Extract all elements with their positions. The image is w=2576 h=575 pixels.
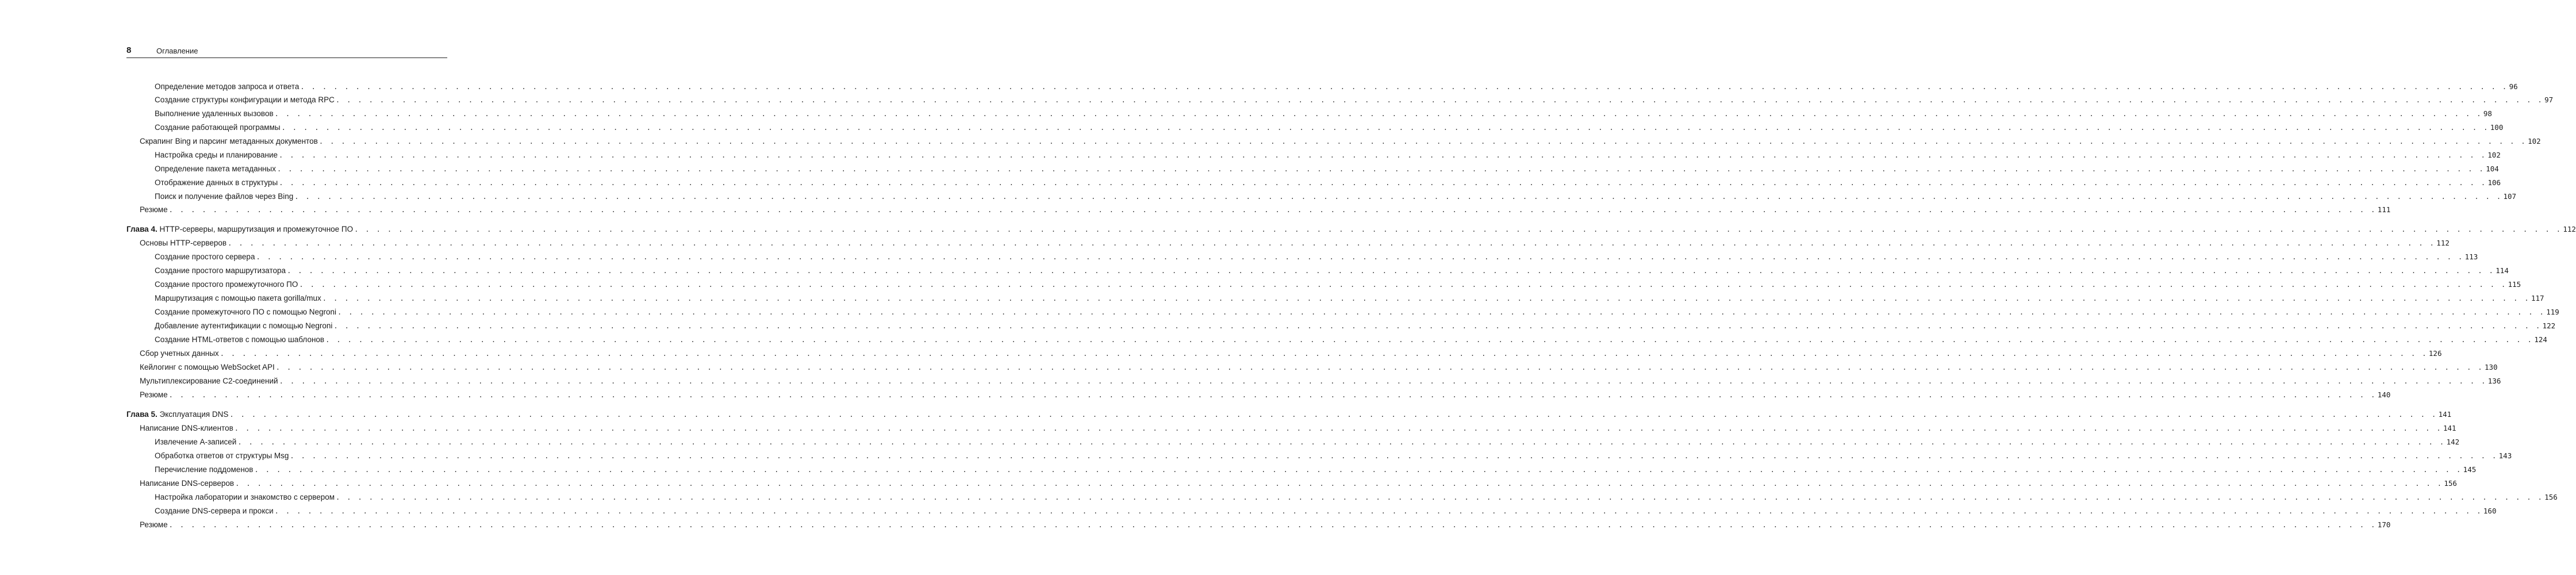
entry-text: Мультиплексирование C2-соединений (140, 377, 278, 385)
entry-text: Обработка ответов от структуры Msg (155, 451, 289, 460)
toc-entry (155, 177, 2501, 189)
toc-entry (140, 423, 2456, 434)
toc-entry-title (140, 237, 226, 249)
entry-text: Настройка лаборатории и знакомство с сервером (155, 493, 335, 501)
entry-text: Поиск и получение файлов через Bing (155, 192, 294, 201)
toc-entry (140, 204, 2391, 216)
entry-text: Сбор учетных данных (140, 349, 219, 358)
toc-entry-title (155, 150, 278, 161)
dot-leader: . . . . . . . . . . . . . . . . . . . . . . . . . . . . . . . . . . . . . . . . . . . . . . . . . . . . . . . . . . . . . . . . . . . . . . . . . . . . . . . . . . . . . . . . . . . . . . . . . . . . . . . . . . . . . . . . . . . . . . . . . . . . . . . . . . . . . . . . . . . . . . . . . . . . . . . . . . . . . . . . . . . . . . . . . . . . . . . . . . . . . . . . . . . . . . . . . . . . . . . . (229, 411, 2437, 419)
page-reference: 96 (2509, 82, 2518, 91)
entry-text: Эксплуатация DNS (159, 410, 229, 419)
dot-leader: . . . . . . . . . . . . . . . . . . . . . . . . . . . . . . . . . . . . . . . . . . . . . . . . . . . . . . . . . . . . . . . . . . . . . . . . . . . . . . . . . . . . . . . . . . . . . . . . . . . . . . . . . . . . . . . . . . . . . . . . . . . . . . . . . . . . . . . . . . . . . . . . . . . . . . . . . . . . . . . . . . . . . . . . . . . . . . . . . . . . . . . . . . . . . . . . . . . . . . . . (300, 83, 2508, 91)
toc-entry-title (155, 436, 236, 448)
toc-chapter-entry (126, 409, 2452, 420)
toc-entry (155, 450, 2512, 462)
entry-text: Добавление аутентификации с помощью Negroni (155, 321, 333, 330)
toc-entry (140, 478, 2457, 489)
page-reference: 136 (2487, 377, 2501, 385)
entry-text: Резюме (140, 205, 168, 214)
dot-leader: . . . . . . . . . . . . . . . . . . . . . . . . . . . . . . . . . . . . . . . . . . . . . . . . . . . . . . . . . . . . . . . . . . . . . . . . . . . . . . . . . . . . . . . . . . . . . . . . . . . . . . . . . . . . . . . . . . . . . . . . . . . . . . . . . . . . . . . . . . . . . . . . . . . . . . . . . . . . . . . . . . . . . . . . . . . . . . . . . . . . . . . . . . . . . . . . . . . . . . . . (335, 96, 2544, 104)
toc-entry-title (155, 177, 278, 189)
dot-leader: . . . . . . . . . . . . . . . . . . . . . . . . . . . . . . . . . . . . . . . . . . . . . . . . . . . . . . . . . . . . . . . . . . . . . . . . . . . . . . . . . . . . . . . . . . . . . . . . . . . . . . . . . . . . . . . . . . . . . . . . . . . . . . . . . . . . . . . . . . . . . . . . . . . . . . . . . . . . . . . . . . . . . . . . . . . . . . . . . . . . . . . . . . . . . . . . . . . . . . . . (274, 110, 2482, 118)
toc-entry (140, 519, 2391, 531)
toc-entry (155, 108, 2492, 120)
toc-entry-title (155, 334, 324, 346)
page-reference: 124 (2534, 335, 2547, 344)
page-reference: 141 (2443, 424, 2456, 432)
dot-leader: . . . . . . . . . . . . . . . . . . . . . . . . . . . . . . . . . . . . . . . . . . . . . . . . . . . . . . . . . . . . . . . . . . . . . . . . . . . . . . . . . . . . . . . . . . . . . . . . . . . . . . . . . . . . . . . . . . . . . . . . . . . . . . . . . . . . . . . . . . . . . . . . . . . . . . . . . . . . . . . . . . . . . . . . . . . . . . . . . . . . . . . . . . . . . . . . . . . . . . . . (274, 507, 2482, 515)
toc-entry-title (155, 279, 298, 290)
entry-text: Настройка среды и планирование (155, 151, 278, 159)
toc-entry (155, 191, 2517, 202)
entry-text: Извлечение A-записей (155, 438, 237, 446)
entry-text: Создание DNS-сервера и прокси (155, 507, 274, 515)
dot-leader: . . . . . . . . . . . . . . . . . . . . . . . . . . . . . . . . . . . . . . . . . . . . . . . . . . . . . . . . . . . . . . . . . . . . . . . . . . . . . . . . . . . . . . . . . . . . . . . . . . . . . . . . . . . . . . . . . . . . . . . . . . . . . . . . . . . . . . . . . . . . . . . . . . . . . . . . . . . . . . . . . . . . . . . . . . . . . . . . . . . . . . . . . . . . . . . . . . . . . . . . (168, 391, 2377, 399)
dot-leader: . . . . . . . . . . . . . . . . . . . . . . . . . . . . . . . . . . . . . . . . . . . . . . . . . . . . . . . . . . . . . . . . . . . . . . . . . . . . . . . . . . . . . . . . . . . . . . . . . . . . . . . . . . . . . . . . . . . . . . . . . . . . . . . . . . . . . . . . . . . . . . . . . . . . . . . . . . . . . . . . . . . . . . . . . . . . . . . . . . . . . . . . . . . . . . . . . . . . . . . . (287, 267, 2495, 275)
entry-text: HTTP-серверы, маршрутизация и промежуточное ПО (159, 225, 354, 233)
toc-entry-title (140, 478, 234, 489)
page-reference: 100 (2490, 123, 2504, 132)
dot-leader: . . . . . . . . . . . . . . . . . . . . . . . . . . . . . . . . . . . . . . . . . . . . . . . . . . . . . . . . . . . . . . . . . . . . . . . . . . . . . . . . . . . . . . . . . . . . . . . . . . . . . . . . . . . . . . . . . . . . . . . . . . . . . . . . . . . . . . . . . . . . . . . . . . . . . . . . . . . . . . . . . . . . . . . . . . . . . . . . . . . . . . . . . . . . . . . . . . . . . . . . (228, 239, 2436, 247)
page-reference: 106 (2487, 178, 2501, 187)
entry-text: Основы HTTP-серверов (140, 239, 227, 247)
chapter-label: Глава 4. (126, 225, 158, 233)
page-reference: 113 (2464, 252, 2478, 261)
toc-entry (140, 375, 2501, 387)
toc-entry-title (126, 224, 353, 235)
dot-leader: . . . . . . . . . . . . . . . . . . . . . . . . . . . . . . . . . . . . . . . . . . . . . . . . . . . . . . . . . . . . . . . . . . . . . . . . . . . . . . . . . . . . . . . . . . . . . . . . . . . . . . . . . . . . . . . . . . . . . . . . . . . . . . . . . . . . . . . . . . . . . . . . . . . . . . . . . . . . . . . . . . . . . . . . . . . . . . . . . . . . . . . . . . . . . . . . . . . . . . . . (279, 179, 2487, 187)
toc-entry (140, 389, 2391, 401)
toc-entry-title (155, 265, 286, 277)
page-reference: 115 (2508, 280, 2521, 289)
toc-chapter-entry (126, 224, 2576, 235)
dot-leader: . . . . . . . . . . . . . . . . . . . . . . . . . . . . . . . . . . . . . . . . . . . . . . . . . . . . . . . . . . . . . . . . . . . . . . . . . . . . . . . . . . . . . . . . . . . . . . . . . . . . . . . . . . . . . . . . . . . . . . . . . . . . . . . . . . . . . . . . . . . . . . . . . . . . . . . . . . . . . . . . . . . . . . . . . . . . . . . . . . . . . . . . . . . . . . . . . . . . . . . . (279, 151, 2487, 159)
toc-entry-title (155, 293, 321, 304)
entry-text: Написание DNS-серверов (140, 479, 235, 488)
dot-leader: . . . . . . . . . . . . . . . . . . . . . . . . . . . . . . . . . . . . . . . . . . . . . . . . . . . . . . . . . . . . . . . . . . . . . . . . . . . . . . . . . . . . . . . . . . . . . . . . . . . . . . . . . . . . . . . . . . . . . . . . . . . . . . . . . . . . . . . . . . . . . . . . . . . . . . . . . . . . . . . . . . . . . . . . . . . . . . . . . . . . . . . . . . . . . . . . . . . . . . . . (337, 308, 2546, 316)
toc-entry (155, 94, 2554, 106)
toc-entry (155, 265, 2509, 277)
dot-leader: . . . . . . . . . . . . . . . . . . . . . . . . . . . . . . . . . . . . . . . . . . . . . . . . . . . . . . . . . . . . . . . . . . . . . . . . . . . . . . . . . . . . . . . . . . . . . . . . . . . . . . . . . . . . . . . . . . . . . . . . . . . . . . . . . . . . . . . . . . . . . . . . . . . . . . . . . . . . . . . . . . . . . . . . . . . . . . . . . . . . . . . . . . . . . . . . . . . . . . . . (277, 165, 2485, 173)
entry-text: Определение пакета метаданных (155, 164, 276, 173)
dot-leader: . . . . . . . . . . . . . . . . . . . . . . . . . . . . . . . . . . . . . . . . . . . . . . . . . . . . . . . . . . . . . . . . . . . . . . . . . . . . . . . . . . . . . . . . . . . . . . . . . . . . . . . . . . . . . . . . . . . . . . . . . . . . . . . . . . . . . . . . . . . . . . . . . . . . . . . . . . . . . . . . . . . . . . . . . . . . . . . . . . . . . . . . . . . . . . . . . . . . . . . . (279, 377, 2487, 385)
dot-leader: . . . . . . . . . . . . . . . . . . . . . . . . . . . . . . . . . . . . . . . . . . . . . . . . . . . . . . . . . . . . . . . . . . . . . . . . . . . . . . . . . . . . . . . . . . . . . . . . . . . . . . . . . . . . . . . . . . . . . . . . . . . . . . . . . . . . . . . . . . . . . . . . . . . . . . . . . . . . . . . . . . . . . . . . . . . . . . . . . . . . . . . . . . . . . . . . . . . . . . . . (234, 424, 2442, 432)
toc-entry-title (140, 389, 168, 401)
entry-text: Кейлогинг с помощью WebSocket API (140, 363, 275, 371)
page-reference: 130 (2484, 363, 2498, 371)
toc-entry-title (155, 492, 335, 503)
toc-entry (155, 464, 2477, 476)
dot-leader: . . . . . . . . . . . . . . . . . . . . . . . . . . . . . . . . . . . . . . . . . . . . . . . . . . . . . . . . . . . . . . . . . . . . . . . . . . . . . . . . . . . . . . . . . . . . . . . . . . . . . . . . . . . . . . . . . . . . . . . . . . . . . . . . . . . . . . . . . . . . . . . . . . . . . . . . . . . . . . . . . . . . . . . . . . . . . . . . . . . . . . . . . . . . . . . . . . . . . . . . (254, 466, 2462, 474)
page-reference: 111 (2377, 205, 2391, 214)
page-reference: 170 (2377, 520, 2391, 529)
dot-leader: . . . . . . . . . . . . . . . . . . . . . . . . . . . . . . . . . . . . . . . . . . . . . . . . . . . . . . . . . . . . . . . . . . . . . . . . . . . . . . . . . . . . . . . . . . . . . . . . . . . . . . . . . . . . . . . . . . . . . . . . . . . . . . . . . . . . . . . . . . . . . . . . . . . . . . . . . . . . . . . . . . . . . . . . . . . . . . . . . . . . . . . . . . . . . . . . . . . . . . . . (354, 225, 2562, 233)
toc-entry (155, 163, 2499, 175)
toc-entry (140, 348, 2442, 359)
page-reference: 112 (2563, 225, 2576, 233)
running-head-title: Оглавление (156, 47, 198, 55)
chapter-label: Глава 5. (126, 410, 158, 419)
toc-entry (140, 362, 2498, 373)
toc-entry-title (140, 375, 278, 387)
dot-leader: . . . . . . . . . . . . . . . . . . . . . . . . . . . . . . . . . . . . . . . . . . . . . . . . . . . . . . . . . . . . . . . . . . . . . . . . . . . . . . . . . . . . . . . . . . . . . . . . . . . . . . . . . . . . . . . . . . . . . . . . . . . . . . . . . . . . . . . . . . . . . . . . . . . . . . . . . . . . . . . . . . . . . . . . . . . . . . . . . . . . . . . . . . . . . . . . . . . . . . . . (322, 294, 2530, 302)
toc-entry-title (140, 204, 168, 216)
page-reference: 140 (2377, 390, 2391, 399)
page-reference: 102 (2487, 151, 2501, 159)
page-reference: 104 (2486, 164, 2499, 173)
page-reference: 142 (2446, 438, 2460, 446)
entry-text: Создание простого сервера (155, 252, 255, 261)
toc-entry-title (140, 423, 233, 434)
entry-text: Резюме (140, 390, 168, 399)
toc-entry-title (140, 519, 168, 531)
page-reference: 102 (2528, 137, 2541, 145)
page-reference: 122 (2542, 321, 2556, 330)
entry-text: Написание DNS-клиентов (140, 424, 233, 432)
toc-entry-title (155, 122, 281, 133)
dot-leader: . . . . . . . . . . . . . . . . . . . . . . . . . . . . . . . . . . . . . . . . . . . . . . . . . . . . . . . . . . . . . . . . . . . . . . . . . . . . . . . . . . . . . . . . . . . . . . . . . . . . . . . . . . . . . . . . . . . . . . . . . . . . . . . . . . . . . . . . . . . . . . . . . . . . . . . . . . . . . . . . . . . . . . . . . . . . . . . . . . . . . . . . . . . . . . . . . . . . . . . . (333, 322, 2542, 330)
dot-leader: . . . . . . . . . . . . . . . . . . . . . . . . . . . . . . . . . . . . . . . . . . . . . . . . . . . . . . . . . . . . . . . . . . . . . . . . . . . . . . . . . . . . . . . . . . . . . . . . . . . . . . . . . . . . . . . . . . . . . . . . . . . . . . . . . . . . . . . . . . . . . . . . . . . . . . . . . . . . . . . . . . . . . . . . . . . . . . . . . . . . . . . . . . . . . . . . . . . . . . . . (318, 137, 2527, 145)
toc-entry (155, 251, 2478, 263)
dot-leader: . . . . . . . . . . . . . . . . . . . . . . . . . . . . . . . . . . . . . . . . . . . . . . . . . . . . . . . . . . . . . . . . . . . . . . . . . . . . . . . . . . . . . . . . . . . . . . . . . . . . . . . . . . . . . . . . . . . . . . . . . . . . . . . . . . . . . . . . . . . . . . . . . . . . . . . . . . . . . . . . . . . . . . . . . . . . . . . . . . . . . . . . . . . . . . . . . . . . . . . . (168, 521, 2377, 529)
toc-entry-title (140, 348, 219, 359)
toc-entry-title (155, 320, 332, 332)
toc-entry-title (155, 191, 293, 202)
toc-entry-title (155, 94, 335, 106)
toc-entry (140, 136, 2541, 147)
entry-text: Создание промежуточного ПО с помощью Negroni (155, 308, 337, 316)
toc-entry-title (155, 163, 276, 175)
entry-text: Резюме (140, 520, 168, 529)
dot-leader: . . . . . . . . . . . . . . . . . . . . . . . . . . . . . . . . . . . . . . . . . . . . . . . . . . . . . . . . . . . . . . . . . . . . . . . . . . . . . . . . . . . . . . . . . . . . . . . . . . . . . . . . . . . . . . . . . . . . . . . . . . . . . . . . . . . . . . . . . . . . . . . . . . . . . . . . . . . . . . . . . . . . . . . . . . . . . . . . . . . . . . . . . . . . . . . . . . . . . . . . (256, 253, 2464, 261)
page-reference: 126 (2428, 349, 2442, 358)
entry-text: Перечисление поддоменов (155, 465, 254, 474)
dot-leader: . . . . . . . . . . . . . . . . . . . . . . . . . . . . . . . . . . . . . . . . . . . . . . . . . . . . . . . . . . . . . . . . . . . . . . . . . . . . . . . . . . . . . . . . . . . . . . . . . . . . . . . . . . . . . . . . . . . . . . . . . . . . . . . . . . . . . . . . . . . . . . . . . . . . . . . . . . . . . . . . . . . . . . . . . . . . . . . . . . . . . . . . . . . . . . . . . . . . . . . . (235, 480, 2443, 488)
toc-entry-title (155, 464, 253, 476)
toc-entry (155, 505, 2497, 517)
page-reference: 97 (2544, 95, 2554, 104)
dot-leader: . . . . . . . . . . . . . . . . . . . . . . . . . . . . . . . . . . . . . . . . . . . . . . . . . . . . . . . . . . . . . . . . . . . . . . . . . . . . . . . . . . . . . . . . . . . . . . . . . . . . . . . . . . . . . . . . . . . . . . . . . . . . . . . . . . . . . . . . . . . . . . . . . . . . . . . . . . . . . . . . . . . . . . . . . . . . . . . . . . . . . . . . . . . . . . . . . . . . . . . . (220, 350, 2428, 358)
toc-entry-title (155, 505, 274, 517)
entry-text: Выполнение удаленных вызовов (155, 109, 274, 118)
entry-text: Определение методов запроса и ответа (155, 82, 300, 91)
dot-leader: . . . . . . . . . . . . . . . . . . . . . . . . . . . . . . . . . . . . . . . . . . . . . . . . . . . . . . . . . . . . . . . . . . . . . . . . . . . . . . . . . . . . . . . . . . . . . . . . . . . . . . . . . . . . . . . . . . . . . . . . . . . . . . . . . . . . . . . . . . . . . . . . . . . . . . . . . . . . . . . . . . . . . . . . . . . . . . . . . . . . . . . . . . . . . . . . . . . . . . . . (168, 206, 2377, 214)
page-reference: 156 (2444, 479, 2457, 488)
toc-entry-title (126, 409, 228, 420)
entry-text: Скрапинг Bing и парсинг метаданных документов (140, 137, 318, 145)
entry-text: Создание структуры конфигурации и метода RPC (155, 95, 335, 104)
toc-entry (155, 293, 2544, 304)
page-reference: 112 (2436, 239, 2450, 247)
entry-text: Маршрутизация с помощью пакета gorilla/mux (155, 294, 321, 302)
toc-entry-title (155, 81, 299, 93)
entry-text: Создание HTML-ответов с помощью шаблонов (155, 335, 325, 344)
page-reference: 98 (2483, 109, 2492, 118)
entry-text: Создание простого маршрутизатора (155, 266, 286, 275)
page-reference: 141 (2438, 410, 2452, 419)
toc-entry-title (140, 362, 275, 373)
dot-leader: . . . . . . . . . . . . . . . . . . . . . . . . . . . . . . . . . . . . . . . . . . . . . . . . . . . . . . . . . . . . . . . . . . . . . . . . . . . . . . . . . . . . . . . . . . . . . . . . . . . . . . . . . . . . . . . . . . . . . . . . . . . . . . . . . . . . . . . . . . . . . . . . . . . . . . . . . . . . . . . . . . . . . . . . . . . . . . . . . . . . . . . . . . . . . . . . . . . . . . . . (336, 493, 2544, 501)
dot-leader: . . . . . . . . . . . . . . . . . . . . . . . . . . . . . . . . . . . . . . . . . . . . . . . . . . . . . . . . . . . . . . . . . . . . . . . . . . . . . . . . . . . . . . . . . . . . . . . . . . . . . . . . . . . . . . . . . . . . . . . . . . . . . . . . . . . . . . . . . . . . . . . . . . . . . . . . . . . . . . . . . . . . . . . . . . . . . . . . . . . . . . . . . . . . . . . . . . . . . . . . (275, 363, 2483, 371)
entry-text: Отображение данных в структуры (155, 178, 278, 187)
page-reference: 107 (2503, 192, 2517, 201)
toc-entry (155, 122, 2504, 133)
page-reference: 119 (2546, 308, 2559, 316)
dot-leader: . . . . . . . . . . . . . . . . . . . . . . . . . . . . . . . . . . . . . . . . . . . . . . . . . . . . . . . . . . . . . . . . . . . . . . . . . . . . . . . . . . . . . . . . . . . . . . . . . . . . . . . . . . . . . . . . . . . . . . . . . . . . . . . . . . . . . . . . . . . . . . . . . . . . . . . . . . . . . . . . . . . . . . . . . . . . . . . . . . . . . . . . . . . . . . . . . . . . . . . . (299, 281, 2507, 289)
toc-entry (155, 306, 2559, 318)
toc-entry (155, 492, 2558, 503)
page-reference: 156 (2544, 493, 2558, 501)
dot-leader: . . . . . . . . . . . . . . . . . . . . . . . . . . . . . . . . . . . . . . . . . . . . . . . . . . . . . . . . . . . . . . . . . . . . . . . . . . . . . . . . . . . . . . . . . . . . . . . . . . . . . . . . . . . . . . . . . . . . . . . . . . . . . . . . . . . . . . . . . . . . . . . . . . . . . . . . . . . . . . . . . . . . . . . . . . . . . . . . . . . . . . . . . . . . . . . . . . . . . . . . (237, 438, 2446, 446)
dot-leader: . . . . . . . . . . . . . . . . . . . . . . . . . . . . . . . . . . . . . . . . . . . . . . . . . . . . . . . . . . . . . . . . . . . . . . . . . . . . . . . . . . . . . . . . . . . . . . . . . . . . . . . . . . . . . . . . . . . . . . . . . . . . . . . . . . . . . . . . . . . . . . . . . . . . . . . . . . . . . . . . . . . . . . . . . . . . . . . . . . . . . . . . . . . . . . . . . . . . . . . . (294, 193, 2502, 201)
page-reference: 160 (2483, 507, 2497, 515)
toc-entry (155, 436, 2460, 448)
toc-entry-title (155, 450, 289, 462)
toc-entry-title (155, 251, 255, 263)
page-reference: 143 (2498, 451, 2512, 460)
toc-entry (155, 320, 2556, 332)
toc-entry-title (140, 136, 318, 147)
dot-leader: . . . . . . . . . . . . . . . . . . . . . . . . . . . . . . . . . . . . . . . . . . . . . . . . . . . . . . . . . . . . . . . . . . . . . . . . . . . . . . . . . . . . . . . . . . . . . . . . . . . . . . . . . . . . . . . . . . . . . . . . . . . . . . . . . . . . . . . . . . . . . . . . . . . . . . . . . . . . . . . . . . . . . . . . . . . . . . . . . . . . . . . . . . . . . . . . . . . . . . . . (325, 336, 2533, 344)
toc-entry (155, 150, 2501, 161)
dot-leader: . . . . . . . . . . . . . . . . . . . . . . . . . . . . . . . . . . . . . . . . . . . . . . . . . . . . . . . . . . . . . . . . . . . . . . . . . . . . . . . . . . . . . . . . . . . . . . . . . . . . . . . . . . . . . . . . . . . . . . . . . . . . . . . . . . . . . . . . . . . . . . . . . . . . . . . . . . . . . . . . . . . . . . . . . . . . . . . . . . . . . . . . . . . . . . . . . . . . . . . . (290, 452, 2498, 460)
toc-entry-title (155, 306, 336, 318)
toc-entry-title (155, 108, 274, 120)
entry-text: Создание работающей программы (155, 123, 281, 132)
page-reference: 117 (2531, 294, 2544, 302)
page-number: 8 (126, 45, 132, 55)
toc-entry (155, 334, 2547, 346)
page-reference: 114 (2496, 266, 2509, 275)
dot-leader: . . . . . . . . . . . . . . . . . . . . . . . . . . . . . . . . . . . . . . . . . . . . . . . . . . . . . . . . . . . . . . . . . . . . . . . . . . . . . . . . . . . . . . . . . . . . . . . . . . . . . . . . . . . . . . . . . . . . . . . . . . . . . . . . . . . . . . . . . . . . . . . . . . . . . . . . . . . . . . . . . . . . . . . . . . . . . . . . . . . . . . . . . . . . . . . . . . . . . . . . (281, 124, 2489, 132)
page-reference: 145 (2463, 465, 2477, 474)
toc-entry (155, 81, 2518, 93)
toc-entry (140, 237, 2450, 249)
toc-entry (155, 279, 2521, 290)
entry-text: Создание простого промежуточного ПО (155, 280, 298, 289)
